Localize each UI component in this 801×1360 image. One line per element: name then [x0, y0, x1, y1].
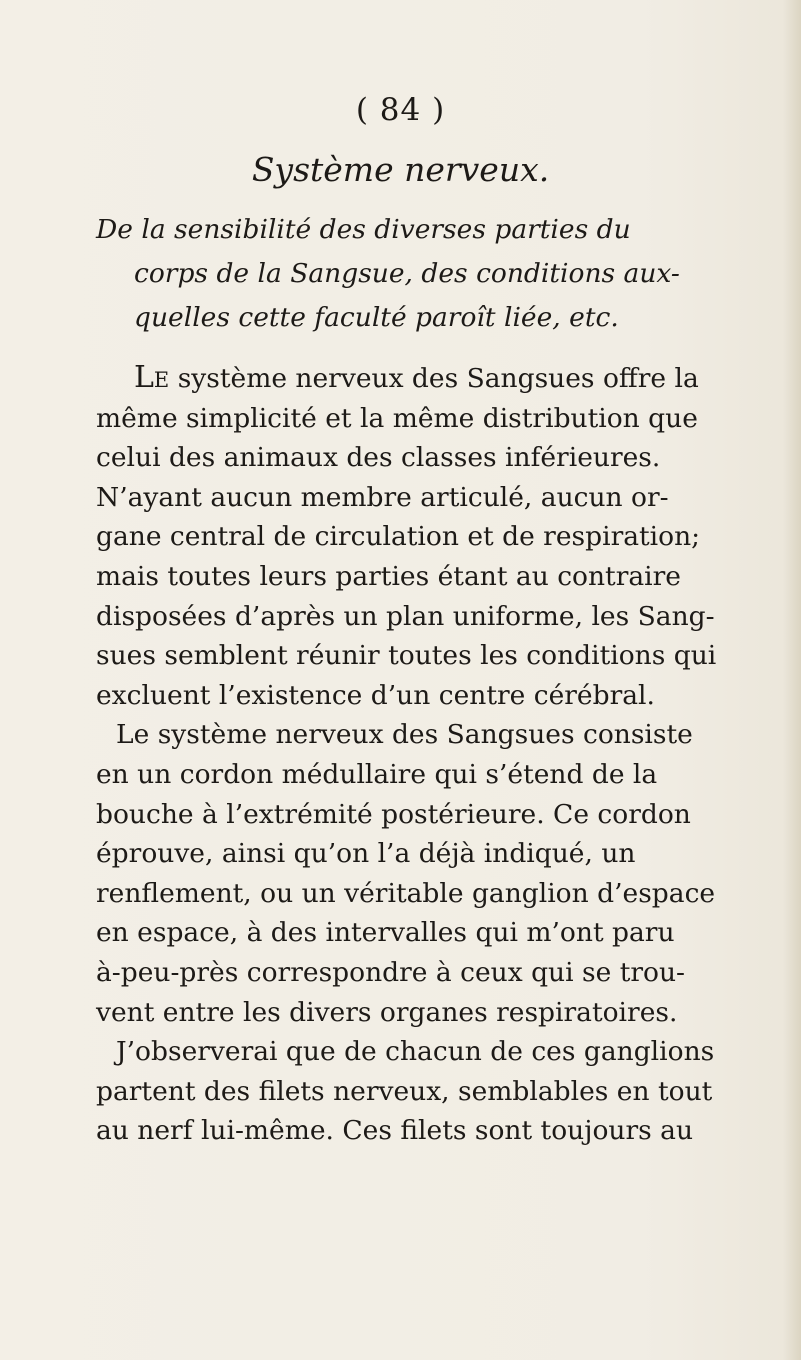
body-line: éprouve, ainsi qu’on l’a déjà indiqué, un — [96, 838, 636, 870]
body-line: en espace, à des intervalles qui m’ont paru — [96, 917, 675, 949]
body-line: bouche à l’extrémité postérieure. Ce cordon — [96, 798, 691, 830]
body-line: disposées d’après un plan uniforme, les Sang- — [96, 600, 715, 632]
lead-word: Le — [134, 360, 170, 395]
body-line: Le système nerveux des Sangsues consiste — [116, 719, 693, 751]
subtitle-line: De la sensibilité des diverses parties du — [96, 214, 631, 245]
first-line-text: système nerveux des Sangsues offre la — [169, 363, 699, 394]
body-text — [96, 358, 744, 1151]
section-title: Système nerveux. — [251, 150, 550, 189]
body-line: à-peu-près correspondre à ceux qui se trou- — [96, 956, 686, 988]
body-line: au nerf lui-même. Ces filets sont toujours au — [96, 1115, 694, 1147]
body-line: gane central de circulation et de respiration; — [96, 521, 701, 553]
body-line: N’ayant aucun membre articulé, aucun or- — [96, 481, 669, 513]
subtitle-line: corps de la Sangsue, des conditions aux- — [134, 258, 680, 289]
body-line: en un cordon médullaire qui s’étend de la — [96, 758, 658, 790]
body-line: renflement, ou un véritable ganglion d’espace — [96, 877, 716, 909]
body-line: sues semblent réunir toutes les conditions qui — [96, 640, 717, 672]
section-subtitle — [96, 208, 736, 340]
body-line: celui des animaux des classes inférieures. — [96, 442, 661, 474]
body-line: partent des filets nerveux, semblables en tout — [96, 1075, 713, 1107]
body-line — [96, 358, 744, 399]
page-edge-shadow — [783, 0, 801, 1360]
body-line: même simplicité et la même distribution que — [96, 402, 698, 434]
subtitle-line: quelles cette faculté paroît liée, etc. — [134, 302, 619, 333]
body-line: J’observerai que de chacun de ces ganglions — [116, 1036, 715, 1068]
body-line: excluent l’existence d’un centre cérébral. — [96, 679, 655, 711]
body-line: vent entre les divers organes respiratoires. — [96, 996, 678, 1028]
page-number: ( 84 ) — [355, 92, 446, 128]
body-line: mais toutes leurs parties étant au contraire — [96, 560, 681, 592]
